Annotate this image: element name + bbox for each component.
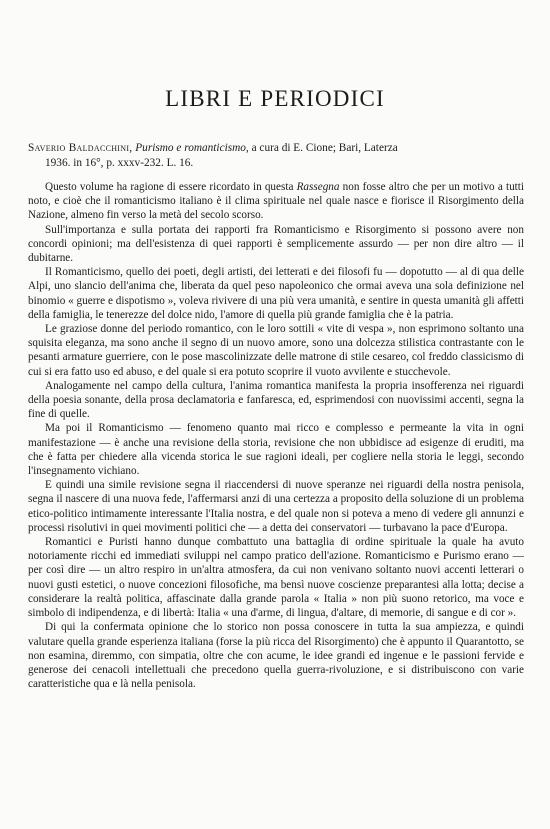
- citation-author: Saverio Baldacchini,: [28, 142, 133, 154]
- paragraph-text: Questo volume ha ragione di essere ricordato in questa: [45, 181, 297, 193]
- paragraph: Romantici e Puristi hanno dunque combattuto una battaglia di ordine spirituale la quale ha avuto notoriamente ricchi ed immediati sviluppi nel campo pratico dell'azione. Romanticismo e Purismo erano — per così dire — un altro respiro in un'altra atmosfera, da cui non venivano soltanto nuovi accenti letterari o nuovi gusti estetici, o nuove concezioni filosofiche, ma bensì nuove coscienze preparantesi alla lotta; decise a considerare la realtà politica, affascinate dalla grande parola « Italia » non più suono retorico, ma voce e simbolo di indipendenza, e di libertà: Italia « una d'arme, di lingua, d'altare, di memorie, di sangue e di cor ».: [28, 536, 524, 620]
- paragraph-text: non fosse altro che per un motivo a tutti noto, e cioè che il romanticismo italiano è il clima spirituale nel quale nasce e fiorisce il Risorgimento della Nazione, almeno fin verso la metà del secolo scorso.: [28, 181, 524, 222]
- section-title: LIBRI E PERIODICI: [165, 86, 385, 111]
- paragraph: Il Romanticismo, quello dei poeti, degli artisti, dei letterati e dei filosofi fu — dopotutto — al di qua delle Alpi, uno slancio dell'anima che, liberata da quel peso napoleonico che ormai aveva una sola definizione nel binomio « guerre e dispotismo », voleva rivivere di una più vera umanità, e sentire in questa umanità gli affetti della famiglia, le tenerezze del dolce nido, l'amore di quella più grande famiglia che è la patria.: [28, 266, 524, 321]
- citation-title: Purismo e romanticismo,: [135, 142, 249, 154]
- paragraph: Ma poi il Romanticismo — fenomeno quanto mai ricco e complesso e permeante la vita in ogni manifestazione — è anche una revisione della storia, revisione che non ubbidisce ad esigenze di eruditi, ma che è fatta per chiedere alla vicenda storica le sue ragioni ideali, per cogliere nella storia le leggi, secondo l'insegnamento vichiano.: [28, 422, 524, 478]
- paragraph: E quindi una simile revisione segna il riaccendersi di nuove speranze nei riguardi della nostra penisola, segna il nascere di una nuova fede, l'affermarsi anzi di una certezza a proposito della soluzione di un problema etico-politico intimamente interessante l'Italia nostra, e del quale non si poteva a meno di vedere gli annunzi e processi risolutivi in quei movimenti politici che — a detta dei conservatori — turbavano la pace d'Europa.: [28, 479, 524, 534]
- journal-name: Rassegna: [296, 181, 340, 193]
- paragraph: Di qui la confermata opinione che lo storico non possa conoscere in tutta la sua ampiezza, e quindi valutare quella grande esperienza italiana (forse la più ricca del Risorgimento) che è appunto il Quarantotto, se non esamina, diremmo, con simpatia, oltre che con acume, le idee grandi ed ingenue e le passioni fervide e generose dei cenacoli intellettuali che precedono quella guerra-rivoluzione, e si distribuiscono con varie caratteristiche qua e là nella penisola.: [28, 621, 524, 691]
- paragraph: [28, 180, 524, 223]
- review-body: [28, 180, 524, 691]
- paragraph: Analogamente nel campo della cultura, l'anima romantica manifesta la propria insofferenza nei riguardi della poesia sonante, della prosa declamatoria e fanfaresca, ed, esprimendosi con nuovissimi accenti, segna la fine di quelle.: [28, 379, 524, 421]
- paragraph: Le graziose donne del periodo romantico, con le loro sottili « vite di vespa », non esprimono soltanto una squisita eleganza, ma sono anche il segno di un nuovo amore, sono una dolcezza stilistica contrastante con le pesanti armature guerriere, con le pose mascolinizzate delle matrone di stile cesareo, col freddo classicismo di cui si era fatto uso ed abuso, e del quale si era potuto scoprire il vuoto avvilente e stucchevole.: [28, 323, 524, 378]
- book-citation: [28, 141, 524, 171]
- citation-publisher: a cura di E. Cione; Bari, Laterza: [248, 142, 398, 154]
- citation-details: 1936. in 16°, p. xxxv-232. L. 16.: [45, 157, 194, 169]
- paragraph: Sull'importanza e sulla portata dei rapporti fra Romanticismo e Risorgimento si possono avere non concordi opinioni; ma dell'esistenza di quei rapporti è semplicemente assurdo — per non dire altro — il dubitarne.: [28, 223, 524, 265]
